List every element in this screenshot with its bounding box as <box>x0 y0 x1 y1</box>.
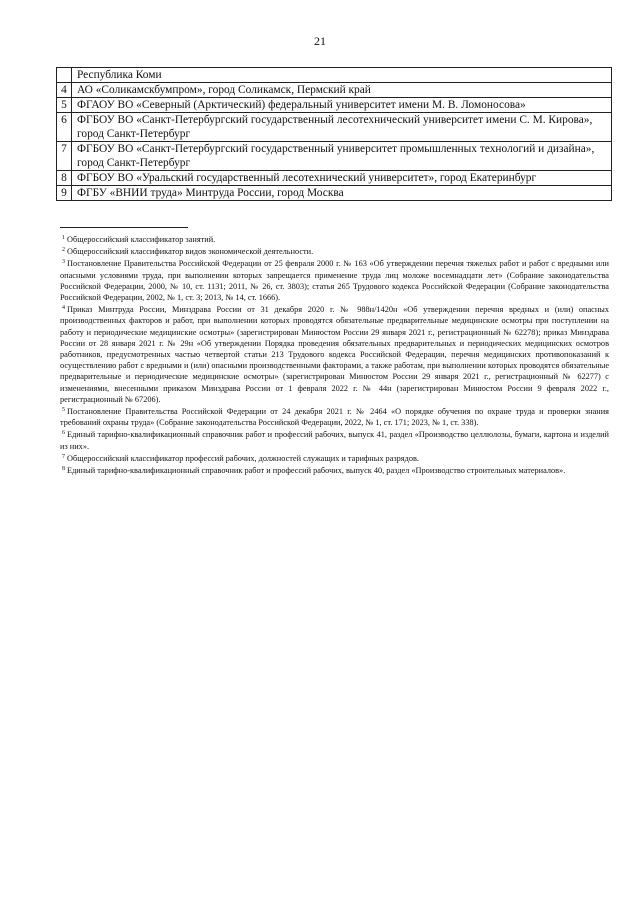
organization-name: АО «Соликамскбумпром», город Соликамск, Пермский край <box>72 83 612 98</box>
footnote-mark: 1 <box>62 235 65 241</box>
row-number: 5 <box>57 98 72 113</box>
row-number: 4 <box>57 83 72 98</box>
row-number: 6 <box>57 113 72 142</box>
row-number <box>57 68 72 83</box>
footnote-text: Общероссийский классификатор видов экономической деятельности. <box>67 247 314 257</box>
footnote-text: Единый тарифно-квалификационный справочник работ и профессий рабочих, выпуск 40, раздел «Производство строительных материалов». <box>67 466 566 476</box>
footnote <box>60 245 609 257</box>
organization-name: ФГАОУ ВО «Северный (Арктический) федеральный университет имени М. В. Ломоносова» <box>72 98 612 113</box>
footnote-mark: 5 <box>62 407 65 414</box>
organization-name: ФГБУ «ВНИИ труда» Минтруда России, город Москва <box>72 186 612 201</box>
footnote <box>60 257 609 303</box>
row-number: 8 <box>57 171 72 186</box>
footnote-mark: 4 <box>62 305 65 312</box>
footnote <box>60 464 609 476</box>
footnote-mark: 3 <box>62 259 65 266</box>
footnote-mark: 6 <box>62 430 65 437</box>
table-row <box>57 98 612 113</box>
footnote <box>60 303 609 405</box>
organizations-table-body <box>57 68 612 201</box>
organization-name: ФГБОУ ВО «Санкт-Петербургский государственный лесотехнический университет имени С. М. Кирова», город Санкт-Петербург <box>72 113 612 142</box>
footnotes <box>60 233 609 476</box>
footnote-text: Общероссийский классификатор занятий. <box>67 235 216 244</box>
organization-name: ФГБОУ ВО «Уральский государственный лесотехнический университет», город Екатеринбург <box>72 171 612 186</box>
footnote-text: Единый тарифно-квалификационный справочник работ и профессий рабочих, выпуск 41, раздел «Производство целлюлозы, бумаги, картона и изделий из них». <box>60 430 609 451</box>
organizations-table <box>56 67 612 201</box>
row-number: 7 <box>57 142 72 171</box>
table-row <box>57 113 612 142</box>
organization-name: Республика Коми <box>72 68 612 83</box>
page-number: 21 <box>314 34 326 48</box>
table-row <box>57 142 612 171</box>
organization-name: ФГБОУ ВО «Санкт-Петербургский государственный университет промышленных технологий и дизайна», город Санкт-Петербург <box>72 142 612 171</box>
footnote-mark: 2 <box>62 247 65 254</box>
footnote-mark: 8 <box>62 466 65 473</box>
footnote <box>60 452 609 464</box>
footnote-mark: 7 <box>62 453 65 460</box>
table-row <box>57 83 612 98</box>
footnote-separator <box>60 227 188 228</box>
table-row <box>57 171 612 186</box>
footnote <box>60 233 609 245</box>
table-row <box>57 68 612 83</box>
table-row <box>57 186 612 201</box>
row-number: 9 <box>57 186 72 201</box>
footnote-text: Общероссийский классификатор профессий рабочих, должностей служащих и тарифных разрядов. <box>67 453 419 463</box>
footnote <box>60 428 609 451</box>
footnote-text: Постановление Правительства Российской Федерации от 24 декабря 2021 г. № 2464 «О порядке обучения по охране труда и проверки знания требований охраны труда» (Собрание законодательства Российской Федерации, 2022, № 1, ст. 171; 2023, № 1, ст. 338). <box>60 407 609 428</box>
footnote-text: Приказ Минтруда России, Минздрава России от 31 декабря 2020 г. № 988н/1420н «Об утверждении перечня вредных и (или) опасных производственных факторов и работ, при выполнении которых проводятся обязательные предварительные медицинские осмотры при поступлении на работу и периодические медицинские осмотры» (зарегистрирован Минюстом России 29 января 2021 г., регистрационный № 62278); приказ Минздрава России от 28 января 2021 г. № 29н «Об утверждении Порядка проведения обязательных предварительных и периодических медицинских осмотров работников, предусмотренных частью четвертой статьи 213 Трудового кодекса Российской Федерации, перечня медицинских противопоказаний к осуществлению работ с вредными и (или) опасными производственными факторами, а также работам, при выполнении которых проводятся обязательные предварительные и периодические медицинские осмотры» (зарегистрирован Минюстом России 29 января 2021 г., регистрационный № 62277) с изменениями, внесенными приказом Минздрава России от 1 февраля 2022 г. № 44н (зарегистрирован Минюстом России 9 февраля 2022 г., регистрационный № 67206). <box>60 305 609 404</box>
footnote <box>60 405 609 428</box>
footnote-text: Постановление Правительства Российской Федерации от 25 февраля 2000 г. № 163 «Об утверждении перечня тяжелых работ и работ с вредными или опасными условиями труда, при выполнении которых запрещается применение труда лиц моложе восемнадцати лет» (Собрание законодательства Российской Федерации, 2000, № 10, ст. 1131; 2011, № 26, ст. 3803); статья 265 Трудового кодекса Российской Федерации (Собрание законодательства Российской Федерации, 2002, № 1, ст. 3; 2013, № 14, ст. 1666). <box>60 259 609 303</box>
